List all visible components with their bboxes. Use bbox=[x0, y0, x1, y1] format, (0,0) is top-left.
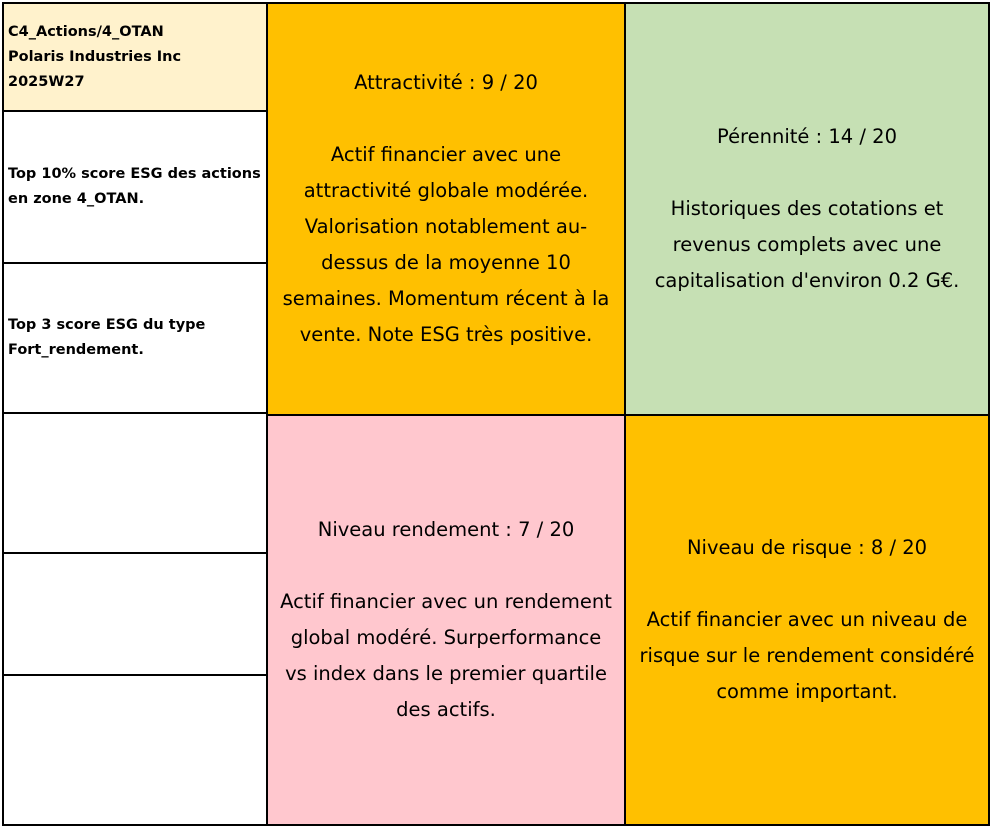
attractivite-description: Actif financier avec une attractivité globale modérée. Valorisation notablement au-dessus de la moyenne 10 semaines. Momentum récent à la vente. Note ESG très positive. bbox=[282, 143, 610, 346]
perennite-description: Historiques des cotations et revenus complets avec une capitalisation d'environ 0.2 G€. bbox=[654, 197, 960, 292]
rendement-cell bbox=[266, 414, 626, 826]
esg-type-note: Top 3 score ESG du type Fort_rendement. bbox=[8, 317, 206, 358]
attractivite-cell bbox=[266, 2, 626, 416]
asset-path: C4_Actions/4_OTAN bbox=[8, 23, 164, 40]
asset-name: Polaris Industries Inc bbox=[8, 48, 182, 65]
rendement-title: Niveau rendement : 7 / 20 bbox=[317, 518, 575, 541]
asset-period: 2025W27 bbox=[8, 73, 85, 90]
risque-title: Niveau de risque : 8 / 20 bbox=[686, 536, 928, 559]
risque-description: Actif financier avec un niveau de risque sur le rendement considéré comme important. bbox=[639, 608, 975, 703]
attractivite-title: Attractivité : 9 / 20 bbox=[354, 71, 538, 94]
esg-type-cell bbox=[2, 262, 268, 414]
empty-row-1 bbox=[2, 412, 268, 554]
risque-cell bbox=[624, 414, 990, 826]
esg-zone-note: Top 10% score ESG des actions en zone 4_OTAN. bbox=[8, 166, 261, 207]
empty-row-2 bbox=[2, 552, 268, 676]
rendement-description: Actif financier avec un rendement global modéré. Surperformance vs index dans le premier quartile des actifs. bbox=[280, 590, 612, 721]
perennite-cell bbox=[624, 2, 990, 416]
empty-row-3 bbox=[2, 674, 268, 826]
perennite-title: Pérennité : 14 / 20 bbox=[717, 125, 897, 148]
esg-zone-cell bbox=[2, 110, 268, 264]
asset-header-cell bbox=[2, 2, 268, 112]
